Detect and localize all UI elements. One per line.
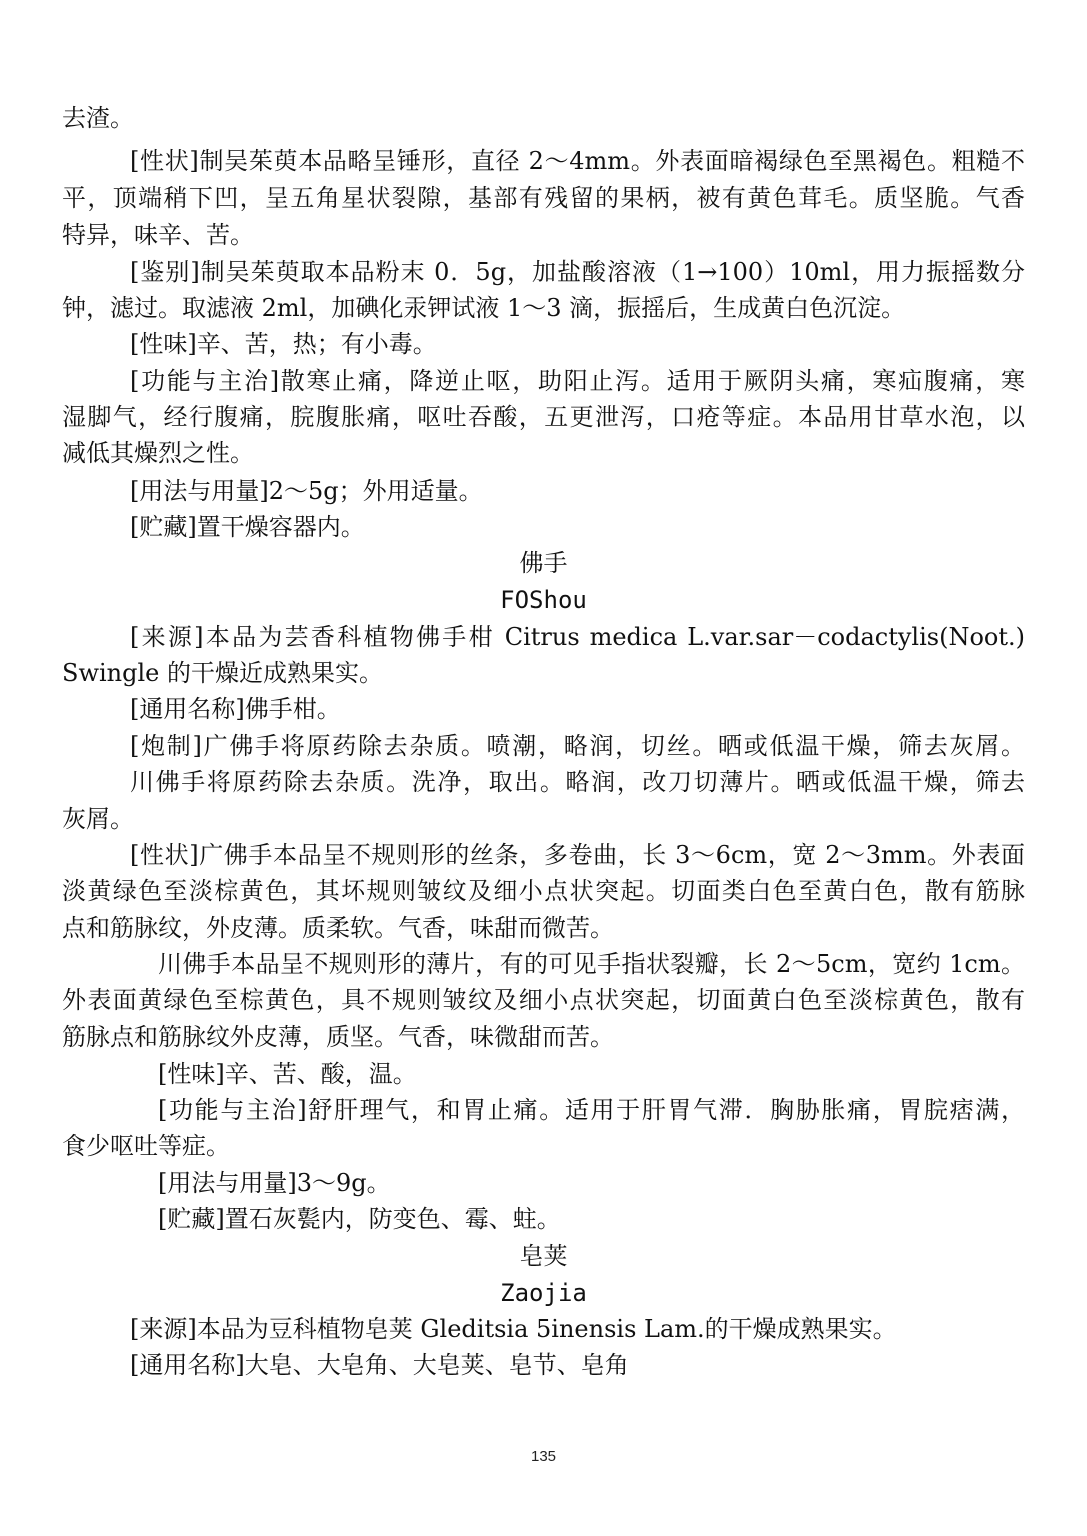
section-heading: 佛手 bbox=[519, 549, 568, 577]
text-line: 去渣。 bbox=[62, 104, 134, 132]
text-line: [性味]辛、苦，热；有小毒。 bbox=[130, 330, 437, 358]
text-line: 湿脚气，经行腹痛，脘腹胀痛，呕吐吞酸，五更泄泻，口疮等症。本品用甘草水泡，以 bbox=[62, 403, 1025, 431]
text-line: 筋脉点和筋脉纹外皮薄，质坚。气香，味微甜而苦。 bbox=[62, 1023, 614, 1051]
text-line: [功能与主治]舒肝理气，和胃止痛。适用于肝胃气滞．胸胁胀痛，胃脘痞满， bbox=[158, 1096, 1025, 1124]
text-line: [用法与用量]3～9g。 bbox=[158, 1169, 391, 1197]
text-line: [性状]广佛手本品呈不规则形的丝条，多卷曲，长 3～6cm，宽 2～3mm。外表面 bbox=[130, 841, 1025, 869]
text-line: [通用名称]大皂、大皂角、大皂荚、皂节、皂角 bbox=[130, 1351, 629, 1379]
text-line: 钟，滤过。取滤液 2ml，加碘化汞钾试液 1～3 滴，振摇后，生成黄白色沉淀。 bbox=[62, 294, 906, 322]
text-line: [性状]制吴茱萸本品略呈锤形，直径 2～4mm。外表面暗褐绿色至黑褐色。粗糙不 bbox=[130, 147, 1025, 175]
section-pinyin: FOShou bbox=[500, 586, 587, 614]
text-line: [贮藏]置石灰甏内，防变色、霉、蛀。 bbox=[158, 1205, 561, 1233]
text-line: Swingle 的干燥近成熟果实。 bbox=[62, 659, 383, 687]
text-line: [贮藏]置干燥容器内。 bbox=[130, 513, 365, 541]
text-line: 淡黄绿色至淡棕黄色，其坏规则皱纹及细小点状突起。切面类白色至黄白色，散有筋脉 bbox=[62, 877, 1025, 905]
text-line: [性味]辛、苦、酸，温。 bbox=[158, 1060, 417, 1088]
text-line: 外表面黄绿色至棕黄色，具不规则皱纹及细小点状突起，切面黄白色至淡棕黄色，散有 bbox=[62, 986, 1025, 1014]
text-line: 川佛手将原药除去杂质。洗净，取出。略润，改刀切薄片。晒或低温干燥，筛去 bbox=[130, 768, 1025, 796]
text-line: 减低其燥烈之性。 bbox=[62, 439, 254, 467]
text-line: 食少呕吐等症。 bbox=[62, 1132, 230, 1160]
text-line: [来源]本品为豆科植物皂荚 Gleditsia 5inensis Lam.的干燥成熟果实。 bbox=[130, 1315, 897, 1343]
text-line: 灰屑。 bbox=[62, 805, 134, 833]
text-line: 点和筋脉纹，外皮薄。质柔软。气香，味甜而微苦。 bbox=[62, 914, 614, 942]
text-line: 特异，味辛、苦。 bbox=[62, 221, 254, 249]
text-line: [用法与用量]2～5g；外用适量。 bbox=[130, 477, 483, 505]
section-heading: 皂荚 bbox=[519, 1242, 568, 1270]
text-line: 平，顶端稍下凹，呈五角星状裂隙，基部有残留的果柄，被有黄色茸毛。质坚脆。气香 bbox=[62, 184, 1025, 212]
text-line: [功能与主治]散寒止痛，降逆止呕，助阳止泻。适用于厥阴头痛，寒疝腹痛，寒 bbox=[130, 367, 1025, 395]
text-line: [炮制]广佛手将原药除去杂质。喷潮，略润，切丝。晒或低温干燥，筛去灰屑。 bbox=[130, 732, 1025, 760]
text-line: [通用名称]佛手柑。 bbox=[130, 695, 341, 723]
text-line: [鉴别]制吴茱萸取本品粉末 0．5g，加盐酸溶液（1→100）10ml，用力振摇数分 bbox=[130, 258, 1025, 286]
page-number: 135 bbox=[530, 1448, 557, 1465]
text-line: [来源]本品为芸香科植物佛手柑 Citrus medica L.var.sar－codactylis(Noot.) bbox=[130, 623, 1025, 651]
text-line: 川佛手本品呈不规则形的薄片，有的可见手指状裂瓣，长 2～5cm，宽约 1cm。 bbox=[158, 950, 1025, 978]
section-pinyin: Zaojia bbox=[500, 1279, 587, 1307]
